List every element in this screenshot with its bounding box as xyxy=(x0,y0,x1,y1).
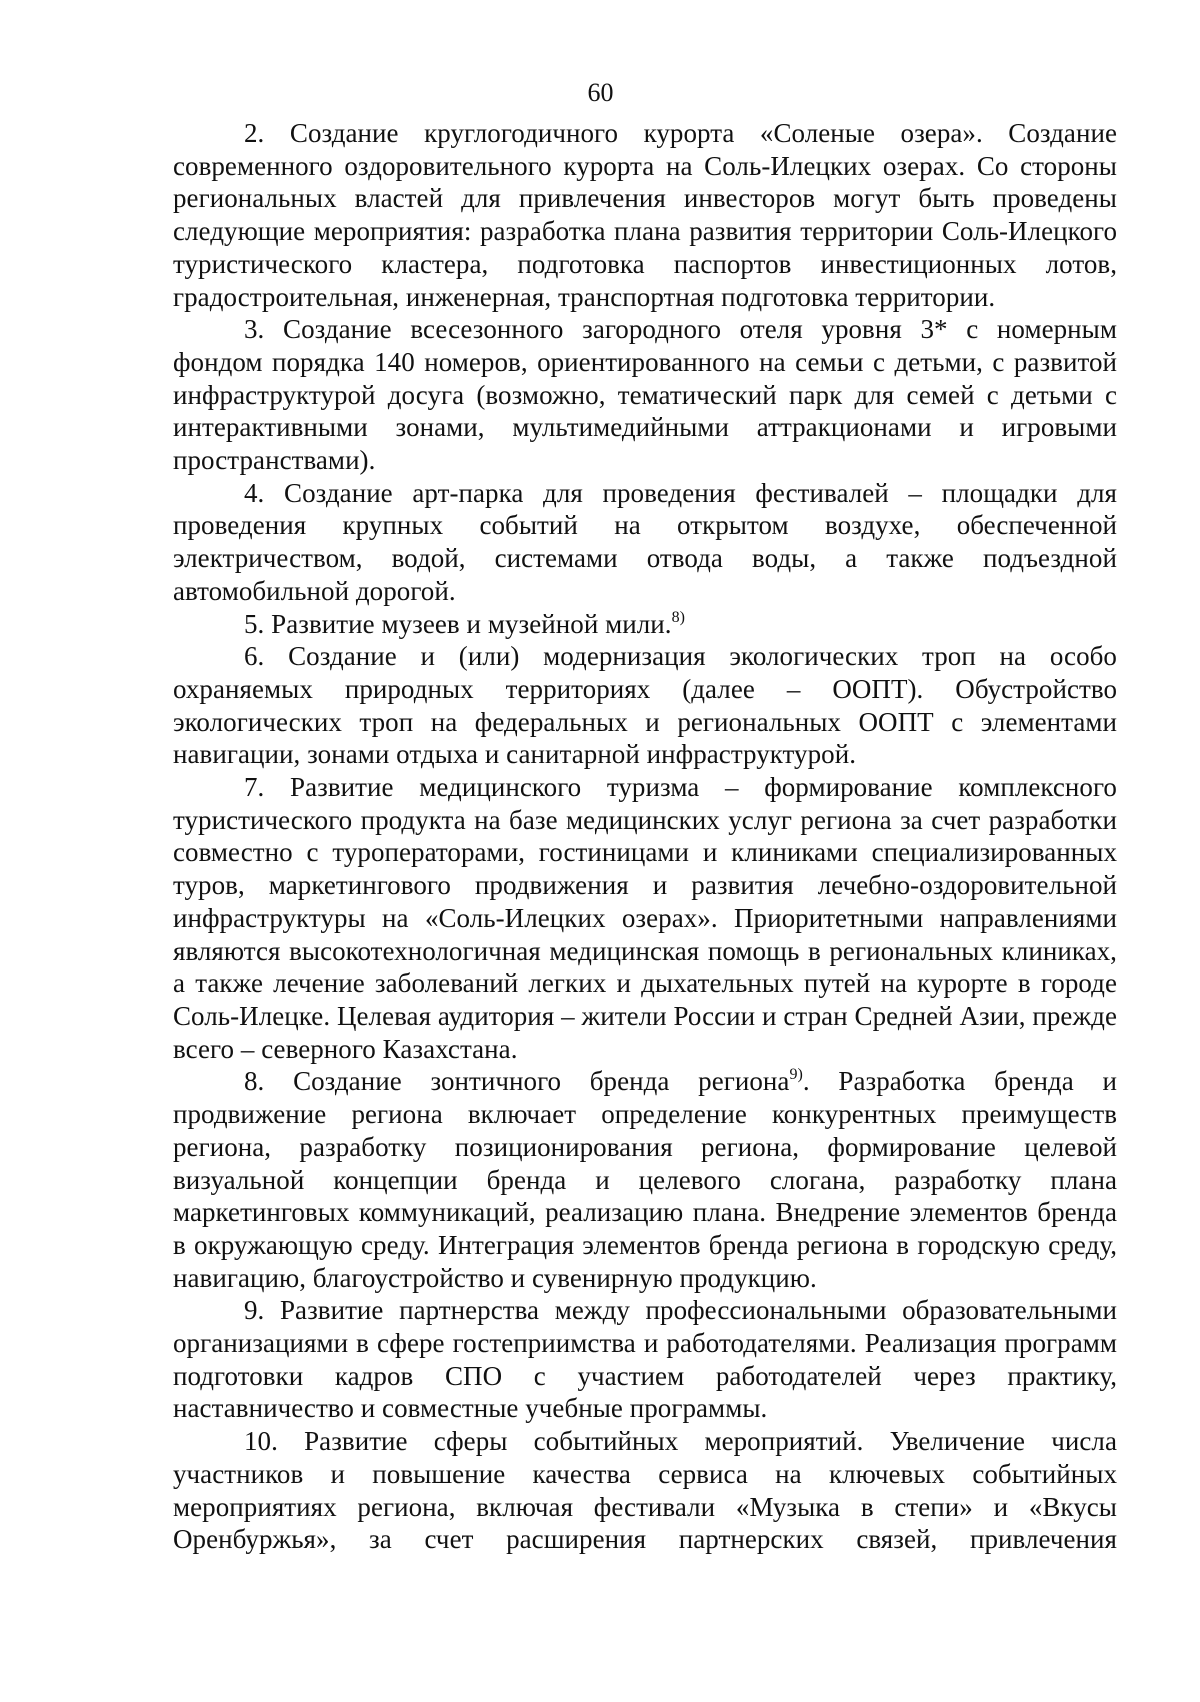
paragraph-text: Развитие музеев и музейной мили. xyxy=(271,608,672,639)
paragraph-text: Развитие сферы событийных мероприятий. Увеличение числа участников и повышение качества сервиса на ключевых событийных мероприятиях региона, включая фестивали «Музыка в степи» и «Вкусы Оренбуржья», за счет расширения партнерских связей, привлечения xyxy=(173,1426,1117,1555)
paragraph-text: Создание арт-парка для проведения фестивалей – площадки для проведения крупных событий на открытом воздухе, обеспеченной электричеством, водой, системами отвода воды, а также подъездной автомобильной дорогой. xyxy=(173,477,1117,606)
paragraph-number: 10. xyxy=(244,1426,278,1457)
paragraph-5 xyxy=(173,608,1117,641)
paragraph-4 xyxy=(173,477,1117,608)
document-body xyxy=(173,117,1117,1556)
paragraph-text: Развитие медицинского туризма – формирование комплексного туристического продукта на базе медицинских услуг региона за счет разработки совместно с туроператорами, гостиницами и клиниками специализированных туров, маркетингового продвижения и развития лечебно-оздоровительной инфраструктуры на «Соль-Илецких озерах». Приоритетными направлениями являются высокотехнологичная медицинская помощь в региональных клиниках, а также лечение заболеваний легких и дыхательных путей на курорте в городе Соль-Илецке. Целевая аудитория – жители России и стран Средней Азии, прежде всего – северного Казахстана. xyxy=(173,772,1117,1064)
paragraph-2 xyxy=(173,117,1117,313)
footnote-marker: 9) xyxy=(789,1066,803,1084)
paragraph-3 xyxy=(173,313,1117,477)
paragraph-8 xyxy=(173,1065,1117,1294)
paragraph-number: 2. xyxy=(244,118,265,148)
paragraph-6 xyxy=(173,640,1117,771)
paragraph-text-lead: Создание зонтичного бренда региона xyxy=(293,1066,790,1097)
paragraph-text: . Разработка бренда и продвижение региона включает определение конкурентных преимуществ региона, разработку позиционирования региона, формирование целевой визуальной концепции бренда и целевого слогана, разработку плана маркетинговых коммуникаций, реализацию плана. Внедрение элементов бренда в окружающую среду. Интеграция элементов бренда региона в городскую среду, навигацию, благоустройство и сувенирную продукцию. xyxy=(173,1066,1117,1293)
paragraph-number: 8. xyxy=(244,1066,265,1097)
paragraph-number: 6. xyxy=(244,641,265,672)
footnote-marker: 8) xyxy=(671,608,686,626)
paragraph-number: 3. xyxy=(244,314,265,345)
paragraph-9 xyxy=(173,1294,1117,1425)
page-number: 60 xyxy=(587,78,614,107)
paragraph-text: Создание круглогодичного курорта «Соленые озера». Создание современного оздоровительного курорта на Соль-Илецких озерах. Со стороны региональных властей для привлечения инвесторов могут быть проведены следующие мероприятия: разработка плана развития территории Соль-Илецкого туристического кластера, подготовка паспортов инвестиционных лотов, градостроительная, инженерная, транспортная подготовка территории. xyxy=(173,118,1117,312)
paragraph-text: Создание всесезонного загородного отеля уровня 3* с номерным фондом порядка 140 номеров, ориентированного на семьи с детьми, с развитой инфраструктурой досуга (возможно, тематический парк для семей с детьми с интерактивными зонами, мультимедийными аттракционами и игровыми пространствами). xyxy=(173,314,1117,476)
paragraph-7 xyxy=(173,771,1117,1065)
paragraph-text: Развитие партнерства между профессиональными образовательными организациями в сфере гостеприимства и работодателями. Реализация программ подготовки кадров СПО с участием работодателей через практику, наставничество и совместные учебные программы. xyxy=(173,1295,1117,1424)
paragraph-number: 5. xyxy=(244,608,265,639)
paragraph-text: Создание и (или) модернизация экологических троп на особо охраняемых природных территориях (далее – ООПТ). Обустройство экологических троп на федеральных и региональных ООПТ с элементами навигации, зонами отдыха и санитарной инфраструктурой. xyxy=(173,641,1117,770)
paragraph-number: 7. xyxy=(244,772,265,803)
paragraph-number: 4. xyxy=(244,477,265,508)
paragraph-number: 9. xyxy=(244,1295,265,1326)
paragraph-10 xyxy=(173,1425,1117,1556)
